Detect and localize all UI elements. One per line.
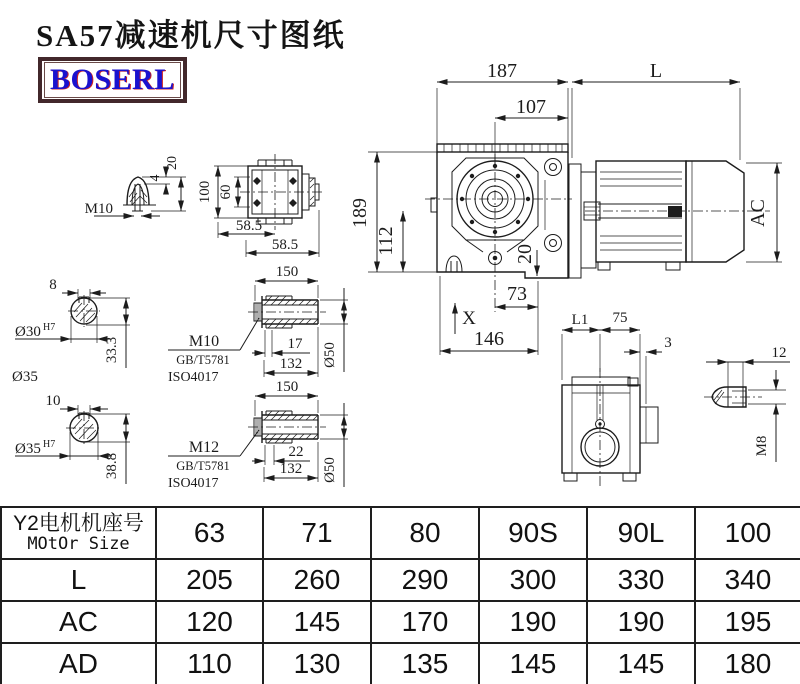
table-header-row: [1, 507, 800, 559]
cell-AC-90S: 190: [479, 601, 587, 643]
cell-AC-63: 120: [156, 601, 263, 643]
header-en: MOtOr Size: [27, 534, 130, 554]
dim-12: 12: [771, 345, 787, 361]
cell-AD-100: 180: [695, 643, 800, 684]
dim-L1: L1: [571, 312, 589, 328]
dim-plug-20: 20: [165, 156, 180, 170]
shaft-b-dim-132: 132: [279, 461, 303, 477]
label-dia35: Ø35: [12, 369, 38, 385]
plug-thread-label: M10: [84, 201, 113, 217]
shaft-a-dim-17: 17: [287, 336, 303, 352]
shaft-b-dim-50: Ø50: [322, 457, 338, 483]
dim-key-10: 10: [45, 393, 61, 409]
dim-key-8: 8: [49, 277, 57, 293]
size-col-100: 100: [695, 507, 800, 559]
thread-callout-a: [168, 318, 259, 385]
motor-drawing: [569, 161, 744, 278]
thread-a-std2: ISO4017: [168, 370, 219, 385]
bore35-section-drawing: [15, 393, 130, 484]
header-cn: Y2电机机座号: [13, 512, 144, 535]
x-axis-mark: X: [462, 308, 476, 329]
table-row-AD: [1, 643, 800, 684]
brand-logo-text: BOSERL: [50, 63, 175, 96]
thread-a-size: M10: [188, 333, 220, 350]
dim-146: 146: [474, 328, 504, 350]
dim-AC: AC: [747, 199, 769, 227]
dim-189: 189: [349, 198, 371, 228]
top-view-drawing: [197, 154, 325, 257]
shaft-b-dim-22: 22: [288, 444, 304, 460]
cell-AC-80: 170: [371, 601, 479, 643]
row-label-AC: AC: [1, 601, 156, 643]
cell-L-80: 290: [371, 559, 479, 601]
dim-38-8: 38.8: [104, 452, 120, 480]
thread-b-std2: ISO4017: [168, 476, 219, 491]
table-row-AC: [1, 601, 800, 643]
size-col-90S: 90S: [479, 507, 587, 559]
dim-100: 100: [197, 180, 213, 204]
dim-dia35-tol: H7: [43, 439, 56, 450]
cell-L-63: 205: [156, 559, 263, 601]
cell-AD-80: 135: [371, 643, 479, 684]
dim-20-housing: 20: [514, 244, 536, 264]
cell-AC-71: 145: [263, 601, 371, 643]
size-col-71: 71: [263, 507, 371, 559]
dim-3: 3: [664, 335, 672, 351]
cell-AC-90L: 190: [587, 601, 695, 643]
hollow-shaft-a-drawing: [248, 264, 348, 377]
shaft-a-dim-150: 150: [275, 264, 299, 280]
dim-33-3: 33.3: [104, 336, 120, 364]
dim-L: L: [649, 60, 663, 82]
size-col-90L: 90L: [587, 507, 695, 559]
dim-107: 107: [516, 96, 546, 118]
page-title: SA57减速机尺寸图纸: [36, 18, 346, 53]
dim-75: 75: [612, 310, 628, 326]
motor-size-table: [0, 506, 800, 684]
dim-73: 73: [507, 283, 527, 305]
shaft-a-dim-132: 132: [279, 356, 303, 372]
main-view-drawing: [349, 60, 782, 355]
thread-b-std1: GB/T5781: [176, 459, 230, 473]
hollow-shaft-b-drawing: [248, 379, 348, 487]
thread-b-size: M12: [188, 439, 220, 456]
dim-dia35: Ø35: [15, 441, 41, 457]
dim-187: 187: [487, 60, 517, 82]
cell-L-90S: 300: [479, 559, 587, 601]
cell-AC-100: 195: [695, 601, 800, 643]
thread-callout-b: [168, 430, 259, 491]
dim-4: 4: [148, 174, 163, 182]
cell-AD-90L: 145: [587, 643, 695, 684]
dim-dia30-tol: H7: [43, 322, 56, 333]
shaft-a-dim-50: Ø50: [322, 342, 338, 368]
rear-view-drawing: [562, 310, 672, 487]
row-label-L: L: [1, 559, 156, 601]
size-col-80: 80: [371, 507, 479, 559]
size-col-63: 63: [156, 507, 263, 559]
motor-size-header-cell: [1, 507, 156, 559]
table-row-L: [1, 559, 800, 601]
cell-L-90L: 330: [587, 559, 695, 601]
dim-dia30: Ø30: [15, 324, 41, 340]
shaft-b-dim-150: 150: [275, 379, 299, 395]
cell-AD-90S: 145: [479, 643, 587, 684]
dim-58-5-b: 58.5: [271, 237, 299, 253]
cell-L-71: 260: [263, 559, 371, 601]
dim-58-5-a: 58.5: [235, 218, 263, 234]
dim-60: 60: [218, 184, 234, 200]
cell-AD-63: 110: [156, 643, 263, 684]
thread-a-std1: GB/T5781: [176, 353, 230, 367]
cell-L-100: 340: [695, 559, 800, 601]
cell-AD-71: 130: [263, 643, 371, 684]
plug-view-drawing: [85, 156, 186, 217]
dim-112: 112: [375, 226, 397, 256]
shaft-tip-detail-drawing: [704, 345, 790, 462]
row-label-AD: AD: [1, 643, 156, 684]
dim-M8: M8: [754, 435, 770, 457]
bore30-section-drawing: [15, 277, 130, 368]
